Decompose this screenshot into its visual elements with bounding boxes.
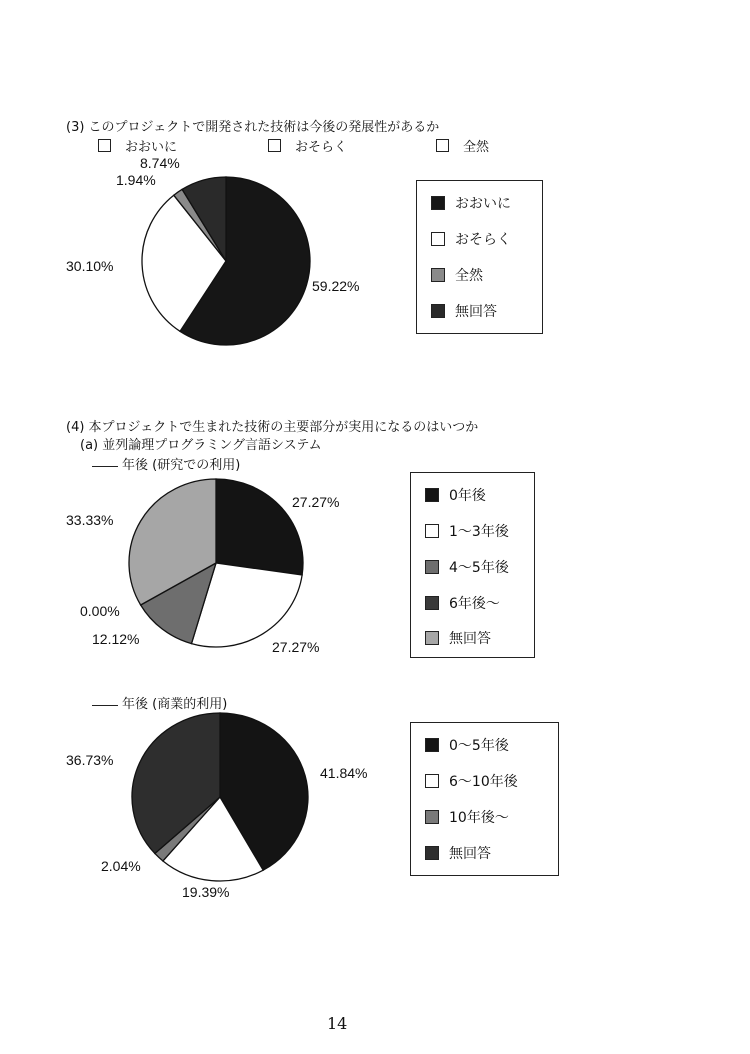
legend-research [410,472,535,658]
legend-item [431,229,511,249]
legend-swatch [431,268,445,282]
research-caption-text: 年後 (研究での利用) [122,458,241,473]
legend-swatch [425,596,439,610]
checkbox-icon [436,139,449,152]
pie-label: 8.74% [140,155,180,171]
legend-swatch [425,810,439,824]
legend-item [431,301,497,321]
legend-item [425,557,509,577]
legend-label: おそらく [455,232,511,248]
legend-swatch [425,524,439,538]
legend-label: 6～10年後 [449,774,518,790]
legend-item [425,521,509,541]
blank-line [92,466,118,467]
q3-option-3 [436,136,489,155]
legend-swatch [425,774,439,788]
pie-slice [216,479,303,575]
commercial-caption-text: 年後 (商業的利用) [122,697,228,712]
legend-label: 無回答 [449,846,491,862]
q3-option-label: おそらく [295,140,348,155]
blank-line [92,705,118,706]
pie-label: 27.27% [272,639,320,655]
q4-title: (4) 本プロジェクトで生まれた技術の主要部分が実用になるのはいつか [66,420,479,435]
legend-item [431,265,483,285]
pie-label: 1.94% [116,172,156,188]
legend-swatch [431,196,445,210]
legend-item [431,193,511,213]
legend-label: 10年後～ [449,810,509,826]
legend-swatch [425,846,439,860]
pie-chart-q3 [141,176,311,346]
q4-subtitle: (a) 並列論理プログラミング言語システム [80,438,322,453]
checkbox-icon [268,139,281,152]
legend-swatch [425,738,439,752]
pie-chart-commercial [131,712,309,882]
legend-label: 無回答 [449,631,491,647]
pie-label: 27.27% [292,494,340,510]
legend-q3 [416,180,543,334]
q3-option-label: おおいに [125,140,178,155]
checkbox-icon [98,139,111,152]
commercial-caption [92,693,227,712]
legend-item [425,771,518,791]
legend-label: 6年後～ [449,596,500,612]
q3-title: (3) このプロジェクトで開発された技術は今後の発展性があるか [66,120,440,135]
pie-label: 19.39% [182,884,230,900]
pie-label: 59.22% [312,278,360,294]
pie-label: 36.73% [66,752,114,768]
legend-label: 全然 [455,268,483,284]
legend-swatch [425,631,439,645]
legend-item [425,735,509,755]
q3-option-label: 全然 [463,140,490,155]
legend-item [425,485,486,505]
pie-label: 0.00% [80,603,120,619]
q3-option-1 [98,136,177,155]
legend-swatch [425,488,439,502]
pie-label: 41.84% [320,765,368,781]
legend-label: 1～3年後 [449,524,509,540]
pie-chart-research [128,478,304,648]
legend-item [425,843,491,863]
legend-swatch [431,304,445,318]
legend-swatch [425,560,439,574]
legend-commercial [410,722,559,876]
pie-label: 12.12% [92,631,140,647]
legend-label: おおいに [455,196,511,212]
legend-swatch [431,232,445,246]
page-number: 14 [327,1014,348,1033]
legend-label: 4～5年後 [449,560,509,576]
legend-label: 0年後 [449,488,486,504]
pie-label: 30.10% [66,258,114,274]
legend-item [425,807,509,827]
legend-label: 0～5年後 [449,738,509,754]
legend-label: 無回答 [455,304,497,320]
legend-item [425,628,491,648]
q3-option-2 [268,136,347,155]
research-caption [92,454,240,473]
pie-label: 33.33% [66,512,114,528]
pie-label: 2.04% [101,858,141,874]
legend-item [425,593,500,613]
